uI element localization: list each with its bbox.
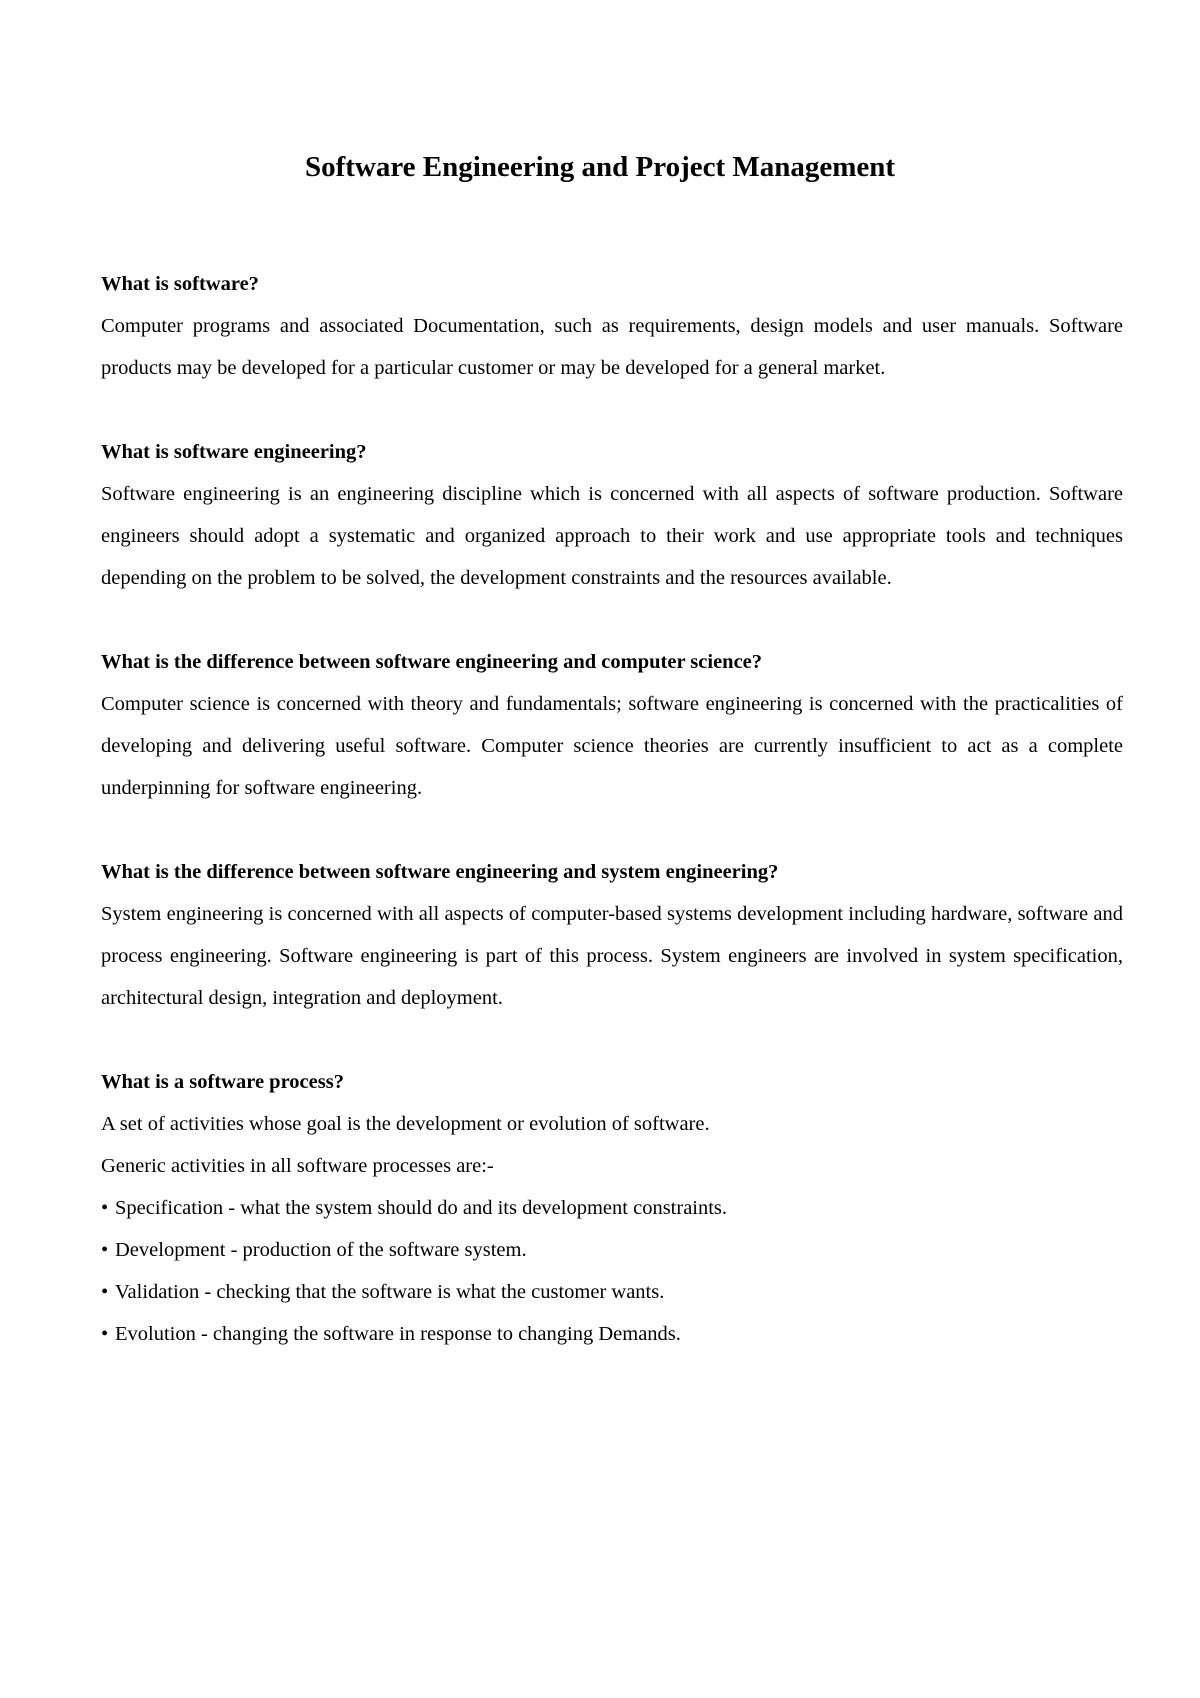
list-item-text: Validation - checking that the software is what the customer wants. [115, 1281, 665, 1303]
document-body [101, 263, 1123, 1397]
bullet-icon: • [101, 1323, 109, 1345]
section-paragraph: Computer programs and associated Documentation, such as requirements, design models and user manuals. Software products may be developed for a particular customer or may be developed for a general market. [101, 315, 1123, 379]
section-what-is-software [101, 263, 1123, 389]
section-paragraph: System engineering is concerned with all aspects of computer-based systems development including hardware, software and process engineering. Software engineering is part of this process. System engineers are involved in system specification, architectural design, integration and deployment. [101, 903, 1123, 1009]
section-heading: What is software? [101, 273, 259, 295]
section-paragraph: Computer science is concerned with theory and fundamentals; software engineering is concerned with the practicalities of developing and delivering useful software. Computer science theories are currently insufficient to act as a complete underpinning for software engineering. [101, 693, 1123, 799]
bullet-icon: • [101, 1197, 109, 1219]
section-heading: What is software engineering? [101, 441, 367, 463]
section-heading: What is a software process? [101, 1071, 344, 1093]
bullet-icon: • [101, 1281, 109, 1303]
section-se-vs-computer-science [101, 641, 1123, 809]
section-line: Generic activities in all software processes are:- [101, 1155, 494, 1177]
section-what-is-software-engineering [101, 431, 1123, 599]
document-title: Software Engineering and Project Management [304, 151, 896, 183]
activity-list [101, 1187, 1123, 1355]
list-item-text: Development - production of the software system. [115, 1239, 527, 1261]
list-item [101, 1229, 1123, 1271]
list-item [101, 1187, 1123, 1229]
list-item-text: Evolution - changing the software in response to changing Demands. [115, 1323, 681, 1345]
section-heading: What is the difference between software engineering and computer science? [101, 651, 763, 673]
list-item-text: Specification - what the system should do and its development constraints. [115, 1197, 728, 1219]
section-paragraph: Software engineering is an engineering discipline which is concerned with all aspects of software production. Software engineers should adopt a systematic and organized approach to their work and use appropriate tools and techniques depending on the problem to be solved, the development constraints and the resources available. [101, 483, 1123, 589]
section-se-vs-system-engineering [101, 851, 1123, 1019]
bullet-icon: • [101, 1239, 109, 1261]
section-heading: What is the difference between software engineering and system engineering? [101, 861, 779, 883]
section-software-process [101, 1061, 1123, 1355]
list-item [101, 1313, 1123, 1355]
section-line: A set of activities whose goal is the development or evolution of software. [101, 1113, 710, 1135]
list-item [101, 1271, 1123, 1313]
